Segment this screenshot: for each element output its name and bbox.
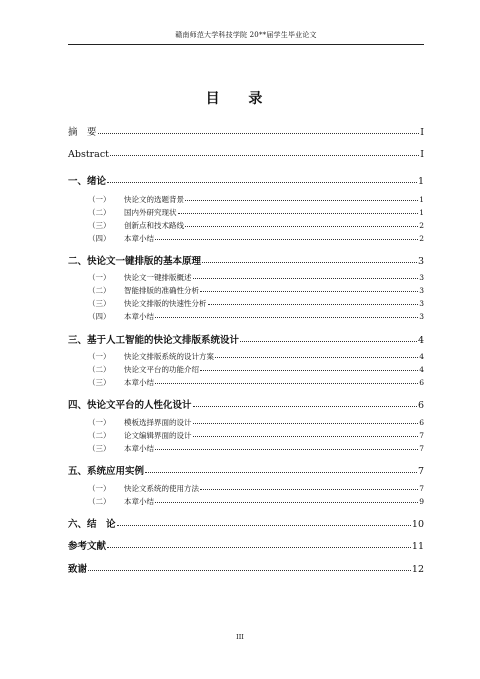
toc-subentry[interactable] — [88, 377, 424, 388]
toc-entry-label — [88, 220, 184, 231]
dot-leader — [110, 155, 419, 156]
dot-leader — [193, 278, 419, 279]
toc-entry-title: 创新点和技术路线 — [124, 221, 184, 230]
toc-entry[interactable] — [68, 253, 424, 267]
toc-page-number: 4 — [417, 335, 424, 346]
toc-entry-title: 快论文系统的使用方法 — [124, 484, 199, 493]
dot-leader — [155, 502, 418, 503]
dot-leader — [98, 133, 420, 134]
dot-leader — [178, 213, 419, 214]
toc-entry-label — [68, 253, 201, 267]
toc-page-number: 3 — [419, 312, 424, 321]
toc-entry-title: 本章小结 — [124, 378, 154, 387]
toc-entry[interactable] — [68, 173, 424, 187]
toc-entry[interactable] — [68, 124, 424, 138]
toc-entry-title: 快论文平台的功能介绍 — [124, 365, 199, 374]
toc-entry[interactable] — [68, 397, 424, 411]
toc-entry-title: 五、系统应用实例 — [68, 466, 145, 477]
toc-entry-label — [88, 417, 192, 428]
toc-subentry[interactable] — [88, 298, 424, 309]
toc-entry-number: （三） — [88, 444, 111, 453]
toc-subentry[interactable] — [88, 417, 424, 428]
toc-entry-number: （四） — [88, 312, 111, 321]
dot-leader — [208, 304, 419, 305]
toc-page-number: 1 — [417, 176, 424, 187]
toc-entry-number: （四） — [88, 234, 111, 243]
toc-subentry[interactable] — [88, 272, 424, 283]
toc-entry-title: 快论文排版的快速性分析 — [124, 299, 207, 308]
dot-leader — [200, 370, 418, 371]
toc-entry-number: （一） — [88, 484, 111, 493]
toc-page-number: 7 — [419, 484, 424, 493]
toc-entry-title: 六、结 论 — [68, 519, 116, 530]
dot-leader — [107, 547, 411, 548]
toc-entry-title: 参考文献 — [68, 541, 107, 552]
dot-leader — [155, 239, 418, 240]
toc-entry-label — [88, 443, 154, 454]
toc-entry[interactable] — [68, 561, 424, 575]
toc-entry-title: 一、绪论 — [68, 176, 107, 187]
toc-entry-title: 本章小结 — [124, 234, 154, 243]
toc-entry-label — [88, 285, 199, 296]
toc-page-number: 10 — [411, 519, 424, 530]
page-number: III — [236, 633, 244, 641]
toc-entry-title: 本章小结 — [124, 444, 154, 453]
dot-leader — [185, 226, 418, 227]
toc-subentry[interactable] — [88, 364, 424, 375]
toc-subentry[interactable] — [88, 483, 424, 494]
dot-leader — [155, 449, 418, 450]
toc-entry-label — [68, 149, 109, 160]
dot-leader — [215, 357, 418, 358]
toc-entry-number: （一） — [88, 195, 111, 204]
toc-entry-label — [88, 311, 154, 322]
toc-entry-label — [88, 496, 154, 507]
toc-entry-label — [68, 463, 144, 477]
toc-entry-title: 本章小结 — [124, 497, 154, 506]
toc-entry-label — [68, 516, 116, 530]
toc-page-number: I — [420, 127, 424, 138]
toc-entry[interactable] — [68, 149, 424, 160]
toc-entry-number: （二） — [88, 365, 111, 374]
toc-entry-title: 四、快论文平台的人性化设计 — [68, 400, 192, 411]
toc-subentry[interactable] — [88, 194, 424, 205]
toc-entry-title: 快论文排版系统的设计方案 — [124, 352, 214, 361]
toc-entry[interactable] — [68, 463, 424, 477]
toc-entry-label — [68, 332, 239, 346]
toc-entry-label — [88, 351, 214, 362]
toc-entry-title: 三、基于人工智能的快论文排版系统设计 — [68, 335, 240, 346]
toc-entry[interactable] — [68, 332, 424, 346]
toc-page-number: 4 — [419, 365, 424, 374]
dot-leader — [88, 570, 411, 571]
toc-page-number: 7 — [419, 444, 424, 453]
toc-subentry[interactable] — [88, 311, 424, 322]
toc-entry-label — [88, 298, 207, 309]
toc-subentry[interactable] — [88, 351, 424, 362]
dot-leader — [200, 291, 418, 292]
toc-entry-label — [88, 364, 199, 375]
toc-page-number: 1 — [419, 208, 424, 217]
toc-entry-label — [88, 207, 177, 218]
toc-entry-label — [88, 194, 184, 205]
toc-entry-label — [68, 397, 192, 411]
dot-leader — [155, 317, 418, 318]
toc-page-number: 3 — [419, 299, 424, 308]
toc-entry-title: 论文编辑界面的设计 — [124, 431, 192, 440]
toc-page-number: 3 — [419, 286, 424, 295]
toc-page-number: 3 — [419, 273, 424, 282]
toc-entry-title: 智能排版的准确性分析 — [124, 286, 199, 295]
toc-page-number: 2 — [419, 221, 424, 230]
toc-entry-title: 快论文一键排版概述 — [124, 273, 192, 282]
toc-entry-title: 快论文的选题背景 — [124, 195, 184, 204]
page-title: 目 录 — [205, 91, 275, 107]
toc-entry-label — [88, 377, 154, 388]
dot-leader — [193, 406, 417, 407]
toc-entry-number: （三） — [88, 221, 111, 230]
toc-entry-label — [68, 561, 87, 575]
running-header: 赣南师范大学科技学院 20**届学生毕业论文 — [175, 31, 317, 39]
toc-subentry[interactable] — [88, 220, 424, 231]
toc-page-number: 2 — [419, 234, 424, 243]
toc-entry-number: （二） — [88, 286, 111, 295]
toc-page-number: I — [420, 149, 424, 160]
toc-entry-label — [88, 233, 154, 244]
toc-entry-label — [68, 173, 106, 187]
toc-entry[interactable] — [68, 538, 424, 552]
toc-entry-number: （一） — [88, 273, 111, 282]
toc-entry-label — [88, 272, 192, 283]
toc-entry-title: 本章小结 — [124, 312, 154, 321]
toc-subentry[interactable] — [88, 496, 424, 507]
dot-leader — [185, 200, 418, 201]
toc-page-number: 4 — [419, 352, 424, 361]
toc-page-number: 11 — [411, 541, 424, 552]
toc-entry-number: （三） — [88, 378, 111, 387]
toc-subentry[interactable] — [88, 285, 424, 296]
toc-entry-label — [68, 538, 106, 552]
toc-entry-label — [68, 124, 97, 138]
toc-entry-number: （一） — [88, 352, 111, 361]
dot-leader — [240, 341, 417, 342]
toc-page-number: 6 — [417, 400, 424, 411]
dot-leader — [107, 182, 417, 183]
toc-entry-title: Abstract — [68, 149, 109, 160]
toc-subentry[interactable] — [88, 233, 424, 244]
dot-leader — [200, 489, 418, 490]
dot-leader — [155, 383, 418, 384]
toc-entry-number: （三） — [88, 299, 111, 308]
toc-page-number: 12 — [411, 564, 424, 575]
header-rule — [68, 44, 424, 45]
dot-leader — [117, 525, 411, 526]
toc-entry-label — [88, 430, 192, 441]
toc-entry-number: （二） — [88, 208, 111, 217]
dot-leader — [193, 436, 419, 437]
toc-entry-number: （一） — [88, 418, 111, 427]
toc-page-number: 3 — [417, 256, 424, 267]
toc-page-number: 7 — [417, 466, 424, 477]
toc-page-number: 7 — [419, 431, 424, 440]
toc-entry-title: 模板选择界面的设计 — [124, 418, 192, 427]
toc-page-number: 9 — [419, 497, 424, 506]
toc-entry-label — [88, 483, 199, 494]
toc-page-number: 1 — [419, 195, 424, 204]
toc-subentry[interactable] — [88, 207, 424, 218]
dot-leader — [193, 423, 419, 424]
toc-entry[interactable] — [68, 516, 424, 530]
dot-leader — [202, 262, 417, 263]
toc-subentry[interactable] — [88, 430, 424, 441]
toc-entry-number: （二） — [88, 497, 111, 506]
toc-entry-title: 二、快论文一键排版的基本原理 — [68, 256, 202, 267]
toc-page-number: 6 — [419, 378, 424, 387]
dot-leader — [145, 472, 417, 473]
toc-entry-title: 摘 要 — [68, 127, 97, 138]
toc-entry-number: （二） — [88, 431, 111, 440]
toc-entry-title: 致谢 — [68, 564, 88, 575]
toc-subentry[interactable] — [88, 443, 424, 454]
toc-entry-title: 国内外研究现状 — [124, 208, 177, 217]
toc-page-number: 6 — [419, 418, 424, 427]
